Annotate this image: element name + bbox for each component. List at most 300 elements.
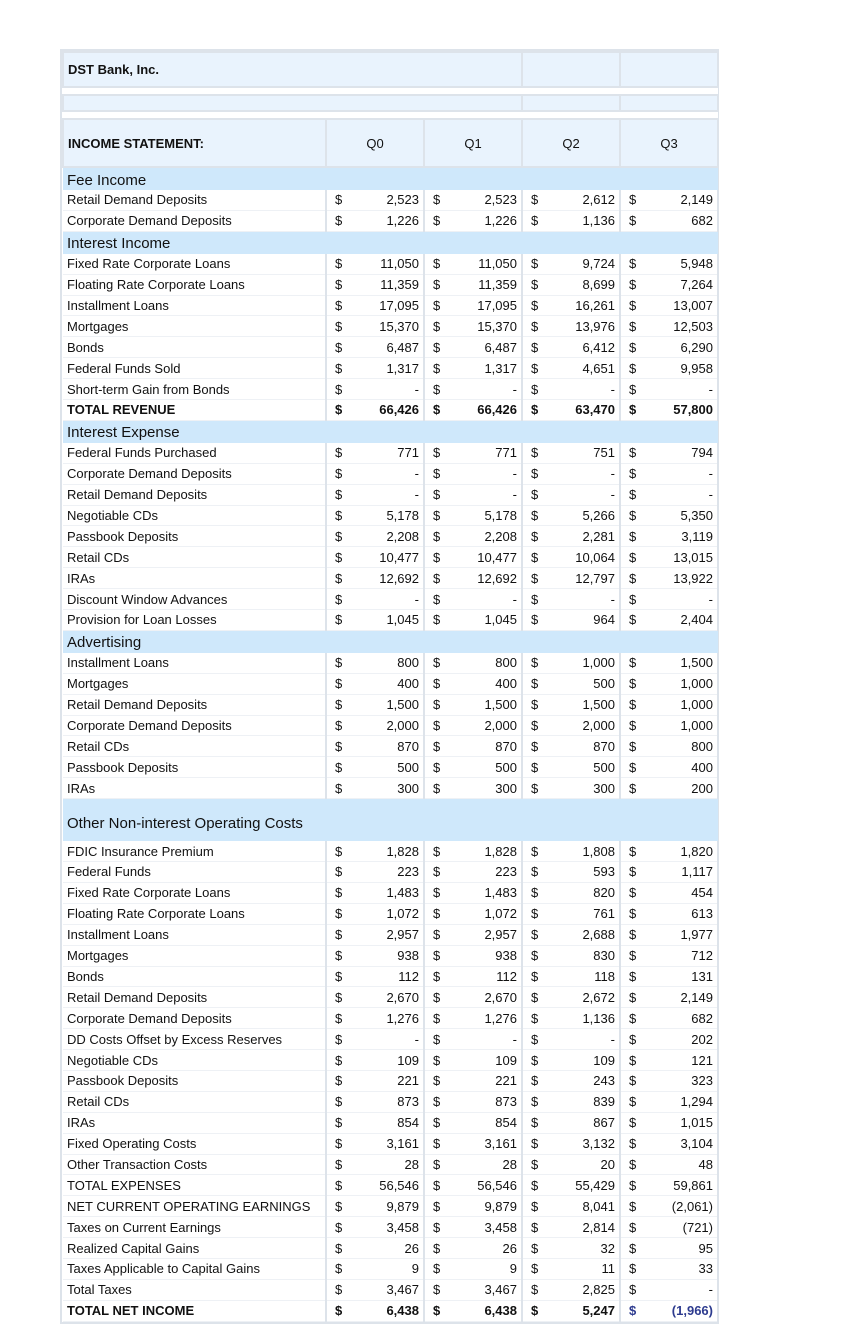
currency-symbol[interactable]: $ <box>326 987 343 1008</box>
currency-symbol[interactable]: $ <box>326 694 343 715</box>
row-label[interactable]: Total Taxes <box>63 1279 326 1300</box>
currency-symbol[interactable]: $ <box>522 882 539 903</box>
currency-symbol[interactable]: $ <box>620 610 637 631</box>
value-cell-q3[interactable]: 200 <box>637 778 718 799</box>
currency-symbol[interactable]: $ <box>424 778 441 799</box>
currency-symbol[interactable]: $ <box>620 1238 637 1259</box>
currency-symbol[interactable]: $ <box>326 337 343 358</box>
currency-symbol[interactable]: $ <box>326 610 343 631</box>
value-cell-q0[interactable]: 400 <box>343 673 424 694</box>
value-cell-q3[interactable]: 1,117 <box>637 862 718 883</box>
currency-symbol[interactable]: $ <box>522 568 539 589</box>
value-cell-q2[interactable]: 1,136 <box>539 210 620 231</box>
currency-symbol[interactable]: $ <box>424 505 441 526</box>
row-label[interactable]: Other Transaction Costs <box>63 1154 326 1175</box>
currency-symbol[interactable]: $ <box>424 443 441 463</box>
currency-symbol[interactable]: $ <box>522 526 539 547</box>
currency-symbol[interactable]: $ <box>522 1029 539 1050</box>
currency-symbol[interactable]: $ <box>522 1196 539 1217</box>
value-cell-q0[interactable]: 112 <box>343 966 424 987</box>
currency-symbol[interactable]: $ <box>522 945 539 966</box>
row-label[interactable]: Floating Rate Corporate Loans <box>63 274 326 295</box>
currency-symbol[interactable]: $ <box>424 882 441 903</box>
value-cell-q0[interactable]: 870 <box>343 736 424 757</box>
value-cell-q1[interactable]: 800 <box>441 653 522 673</box>
currency-symbol[interactable]: $ <box>522 778 539 799</box>
row-label[interactable]: Retail CDs <box>63 736 326 757</box>
value-cell-q3[interactable]: 5,948 <box>637 254 718 274</box>
value-cell-q0[interactable]: - <box>343 484 424 505</box>
value-cell-q3[interactable]: 13,007 <box>637 295 718 316</box>
currency-symbol[interactable]: $ <box>620 694 637 715</box>
currency-symbol[interactable]: $ <box>326 1196 343 1217</box>
currency-symbol[interactable]: $ <box>424 673 441 694</box>
value-cell-q3[interactable]: 682 <box>637 1008 718 1029</box>
currency-symbol[interactable]: $ <box>620 715 637 736</box>
currency-symbol[interactable]: $ <box>424 945 441 966</box>
currency-symbol[interactable]: $ <box>522 358 539 379</box>
currency-symbol[interactable]: $ <box>326 736 343 757</box>
currency-symbol[interactable]: $ <box>424 589 441 610</box>
currency-symbol[interactable]: $ <box>620 568 637 589</box>
currency-symbol[interactable]: $ <box>620 1133 637 1154</box>
currency-symbol[interactable]: $ <box>522 903 539 924</box>
value-cell-q3[interactable]: 800 <box>637 736 718 757</box>
value-cell-q1[interactable]: 9 <box>441 1258 522 1279</box>
value-cell-q1[interactable]: 870 <box>441 736 522 757</box>
currency-symbol[interactable]: $ <box>326 547 343 568</box>
value-cell-q1[interactable]: 854 <box>441 1112 522 1133</box>
row-label[interactable]: Installment Loans <box>63 653 326 673</box>
value-cell-q0[interactable]: 28 <box>343 1154 424 1175</box>
currency-symbol[interactable]: $ <box>424 610 441 631</box>
currency-symbol[interactable]: $ <box>522 862 539 883</box>
row-label[interactable]: Bonds <box>63 337 326 358</box>
value-cell-q1[interactable]: 1,045 <box>441 610 522 631</box>
currency-symbol[interactable]: $ <box>620 966 637 987</box>
value-cell-q2[interactable]: 3,132 <box>539 1133 620 1154</box>
currency-symbol[interactable]: $ <box>522 841 539 861</box>
value-cell-q1[interactable]: 56,546 <box>441 1175 522 1196</box>
section-filler-cell[interactable] <box>424 420 522 443</box>
value-cell-q3[interactable]: 121 <box>637 1050 718 1071</box>
value-cell-q3[interactable]: 95 <box>637 1238 718 1259</box>
value-cell-q2[interactable]: 1,000 <box>539 653 620 673</box>
value-cell-q1[interactable]: 873 <box>441 1091 522 1112</box>
value-cell-q1[interactable]: - <box>441 1029 522 1050</box>
value-cell-q2[interactable]: 964 <box>539 610 620 631</box>
currency-symbol[interactable]: $ <box>424 966 441 987</box>
value-cell-q0[interactable]: 3,161 <box>343 1133 424 1154</box>
row-label[interactable]: Corporate Demand Deposits <box>63 1008 326 1029</box>
currency-symbol[interactable]: $ <box>424 210 441 231</box>
section-filler-cell[interactable] <box>424 167 522 190</box>
value-cell-q0[interactable]: 300 <box>343 778 424 799</box>
value-cell-q1[interactable]: 3,161 <box>441 1133 522 1154</box>
value-cell-q0[interactable]: - <box>343 379 424 400</box>
currency-symbol[interactable]: $ <box>620 903 637 924</box>
value-cell-q0[interactable]: 1,072 <box>343 903 424 924</box>
currency-symbol[interactable]: $ <box>424 526 441 547</box>
value-cell-q3[interactable]: 400 <box>637 757 718 778</box>
value-cell-q0[interactable]: 1,500 <box>343 694 424 715</box>
currency-symbol[interactable]: $ <box>326 757 343 778</box>
currency-symbol[interactable]: $ <box>522 190 539 210</box>
value-cell-q2[interactable]: 109 <box>539 1050 620 1071</box>
currency-symbol[interactable]: $ <box>326 589 343 610</box>
value-cell-q1[interactable]: 3,458 <box>441 1217 522 1238</box>
currency-symbol[interactable]: $ <box>424 924 441 945</box>
value-cell-q0[interactable]: 15,370 <box>343 316 424 337</box>
value-cell-q0[interactable]: - <box>343 589 424 610</box>
row-label[interactable]: Taxes on Current Earnings <box>63 1217 326 1238</box>
value-cell-q2[interactable]: 32 <box>539 1238 620 1259</box>
value-cell-q3[interactable]: 682 <box>637 210 718 231</box>
quarter-header-q1[interactable]: Q1 <box>424 119 522 167</box>
currency-symbol[interactable]: $ <box>620 1196 637 1217</box>
value-cell-q0[interactable]: 771 <box>343 443 424 463</box>
value-cell-q3[interactable]: (721) <box>637 1217 718 1238</box>
currency-symbol[interactable]: $ <box>620 1050 637 1071</box>
row-label[interactable]: Retail Demand Deposits <box>63 190 326 210</box>
value-cell-q0[interactable]: 11,050 <box>343 254 424 274</box>
row-label[interactable]: Corporate Demand Deposits <box>63 715 326 736</box>
currency-symbol[interactable]: $ <box>522 379 539 400</box>
row-label[interactable]: Fixed Rate Corporate Loans <box>63 254 326 274</box>
value-cell-q3[interactable]: (1,966) <box>637 1300 718 1321</box>
value-cell-q2[interactable]: 2,281 <box>539 526 620 547</box>
value-cell-q1[interactable]: 5,178 <box>441 505 522 526</box>
value-cell-q0[interactable]: 1,828 <box>343 841 424 861</box>
currency-symbol[interactable]: $ <box>620 526 637 547</box>
value-cell-q2[interactable]: 9,724 <box>539 254 620 274</box>
value-cell-q3[interactable]: 6,290 <box>637 337 718 358</box>
currency-symbol[interactable]: $ <box>620 589 637 610</box>
value-cell-q3[interactable]: 57,800 <box>637 400 718 421</box>
currency-symbol[interactable]: $ <box>522 547 539 568</box>
currency-symbol[interactable]: $ <box>424 1029 441 1050</box>
value-cell-q2[interactable]: 1,136 <box>539 1008 620 1029</box>
value-cell-q1[interactable]: 771 <box>441 443 522 463</box>
currency-symbol[interactable]: $ <box>424 862 441 883</box>
value-cell-q0[interactable]: 800 <box>343 653 424 673</box>
currency-symbol[interactable]: $ <box>620 882 637 903</box>
value-cell-q2[interactable]: 2,612 <box>539 190 620 210</box>
value-cell-q3[interactable]: 33 <box>637 1258 718 1279</box>
value-cell-q3[interactable]: 13,922 <box>637 568 718 589</box>
row-label[interactable]: Installment Loans <box>63 295 326 316</box>
value-cell-q3[interactable]: 7,264 <box>637 274 718 295</box>
value-cell-q0[interactable]: 2,208 <box>343 526 424 547</box>
row-label[interactable]: Corporate Demand Deposits <box>63 210 326 231</box>
row-label[interactable]: Negotiable CDs <box>63 505 326 526</box>
value-cell-q0[interactable]: 2,523 <box>343 190 424 210</box>
section-title[interactable]: Advertising <box>63 630 326 653</box>
value-cell-q3[interactable]: 1,000 <box>637 673 718 694</box>
currency-symbol[interactable]: $ <box>326 1238 343 1259</box>
value-cell-q0[interactable]: 938 <box>343 945 424 966</box>
value-cell-q2[interactable]: 8,699 <box>539 274 620 295</box>
blank-row-cell[interactable] <box>620 95 718 111</box>
row-label[interactable]: Retail Demand Deposits <box>63 987 326 1008</box>
value-cell-q0[interactable]: 109 <box>343 1050 424 1071</box>
currency-symbol[interactable]: $ <box>522 400 539 421</box>
value-cell-q1[interactable]: 28 <box>441 1154 522 1175</box>
section-filler-cell[interactable] <box>620 231 718 254</box>
value-cell-q2[interactable]: 2,688 <box>539 924 620 945</box>
value-cell-q3[interactable]: 323 <box>637 1070 718 1091</box>
value-cell-q2[interactable]: 1,808 <box>539 841 620 861</box>
row-label[interactable]: Mortgages <box>63 673 326 694</box>
value-cell-q1[interactable]: 221 <box>441 1070 522 1091</box>
currency-symbol[interactable]: $ <box>620 274 637 295</box>
value-cell-q2[interactable]: 16,261 <box>539 295 620 316</box>
row-label[interactable]: Mortgages <box>63 945 326 966</box>
value-cell-q2[interactable]: 751 <box>539 443 620 463</box>
currency-symbol[interactable]: $ <box>522 924 539 945</box>
value-cell-q3[interactable]: 1,000 <box>637 694 718 715</box>
section-filler-cell[interactable] <box>620 630 718 653</box>
value-cell-q3[interactable]: 3,104 <box>637 1133 718 1154</box>
currency-symbol[interactable]: $ <box>326 653 343 673</box>
currency-symbol[interactable]: $ <box>620 1029 637 1050</box>
value-cell-q1[interactable]: 66,426 <box>441 400 522 421</box>
currency-symbol[interactable]: $ <box>522 1279 539 1300</box>
value-cell-q1[interactable]: 12,692 <box>441 568 522 589</box>
currency-symbol[interactable]: $ <box>424 1091 441 1112</box>
currency-symbol[interactable]: $ <box>424 1300 441 1321</box>
value-cell-q2[interactable]: 5,247 <box>539 1300 620 1321</box>
currency-symbol[interactable]: $ <box>522 1091 539 1112</box>
currency-symbol[interactable]: $ <box>326 316 343 337</box>
currency-symbol[interactable]: $ <box>424 1196 441 1217</box>
currency-symbol[interactable]: $ <box>620 778 637 799</box>
row-label[interactable]: Taxes Applicable to Capital Gains <box>63 1258 326 1279</box>
currency-symbol[interactable]: $ <box>620 841 637 861</box>
value-cell-q0[interactable]: 11,359 <box>343 274 424 295</box>
currency-symbol[interactable]: $ <box>424 715 441 736</box>
value-cell-q1[interactable]: 112 <box>441 966 522 987</box>
currency-symbol[interactable]: $ <box>326 945 343 966</box>
currency-symbol[interactable]: $ <box>620 1154 637 1175</box>
currency-symbol[interactable]: $ <box>424 1217 441 1238</box>
currency-symbol[interactable]: $ <box>620 443 637 463</box>
currency-symbol[interactable]: $ <box>620 190 637 210</box>
currency-symbol[interactable]: $ <box>620 547 637 568</box>
currency-symbol[interactable]: $ <box>620 505 637 526</box>
currency-symbol[interactable]: $ <box>424 694 441 715</box>
row-label[interactable]: Installment Loans <box>63 924 326 945</box>
value-cell-q3[interactable]: - <box>637 484 718 505</box>
blank-row-cell[interactable] <box>522 95 620 111</box>
currency-symbol[interactable]: $ <box>620 358 637 379</box>
currency-symbol[interactable]: $ <box>424 1238 441 1259</box>
value-cell-q3[interactable]: 2,149 <box>637 190 718 210</box>
currency-symbol[interactable]: $ <box>620 987 637 1008</box>
currency-symbol[interactable]: $ <box>424 568 441 589</box>
currency-symbol[interactable]: $ <box>620 1091 637 1112</box>
currency-symbol[interactable]: $ <box>424 987 441 1008</box>
value-cell-q0[interactable]: 26 <box>343 1238 424 1259</box>
value-cell-q0[interactable]: 500 <box>343 757 424 778</box>
value-cell-q2[interactable]: 870 <box>539 736 620 757</box>
value-cell-q3[interactable]: 712 <box>637 945 718 966</box>
currency-symbol[interactable]: $ <box>522 484 539 505</box>
value-cell-q0[interactable]: 873 <box>343 1091 424 1112</box>
currency-symbol[interactable]: $ <box>326 190 343 210</box>
value-cell-q1[interactable]: 3,467 <box>441 1279 522 1300</box>
currency-symbol[interactable]: $ <box>326 1050 343 1071</box>
value-cell-q0[interactable]: 221 <box>343 1070 424 1091</box>
value-cell-q1[interactable]: 500 <box>441 757 522 778</box>
currency-symbol[interactable]: $ <box>424 316 441 337</box>
currency-symbol[interactable]: $ <box>424 337 441 358</box>
value-cell-q0[interactable]: 6,487 <box>343 337 424 358</box>
section-title[interactable]: Other Non-interest Operating Costs <box>63 799 326 842</box>
value-cell-q0[interactable]: 3,467 <box>343 1279 424 1300</box>
value-cell-q1[interactable]: - <box>441 484 522 505</box>
section-filler-cell[interactable] <box>326 167 424 190</box>
row-label[interactable]: TOTAL REVENUE <box>63 400 326 421</box>
currency-symbol[interactable]: $ <box>326 1217 343 1238</box>
row-label[interactable]: TOTAL EXPENSES <box>63 1175 326 1196</box>
currency-symbol[interactable]: $ <box>620 1175 637 1196</box>
currency-symbol[interactable]: $ <box>424 463 441 484</box>
currency-symbol[interactable]: $ <box>326 1133 343 1154</box>
value-cell-q1[interactable]: 10,477 <box>441 547 522 568</box>
value-cell-q1[interactable]: 109 <box>441 1050 522 1071</box>
currency-symbol[interactable]: $ <box>522 966 539 987</box>
row-label[interactable]: Federal Funds Sold <box>63 358 326 379</box>
value-cell-q3[interactable]: 48 <box>637 1154 718 1175</box>
value-cell-q2[interactable]: 830 <box>539 945 620 966</box>
currency-symbol[interactable]: $ <box>620 254 637 274</box>
value-cell-q3[interactable]: 2,149 <box>637 987 718 1008</box>
section-filler-cell[interactable] <box>424 799 522 842</box>
currency-symbol[interactable]: $ <box>326 379 343 400</box>
value-cell-q2[interactable]: 243 <box>539 1070 620 1091</box>
value-cell-q3[interactable]: 9,958 <box>637 358 718 379</box>
currency-symbol[interactable]: $ <box>522 757 539 778</box>
value-cell-q0[interactable]: 1,226 <box>343 210 424 231</box>
currency-symbol[interactable]: $ <box>326 505 343 526</box>
value-cell-q3[interactable]: - <box>637 589 718 610</box>
value-cell-q1[interactable]: 2,670 <box>441 987 522 1008</box>
title-cell-q2[interactable] <box>522 52 620 87</box>
currency-symbol[interactable]: $ <box>424 653 441 673</box>
value-cell-q3[interactable]: 1,294 <box>637 1091 718 1112</box>
currency-symbol[interactable]: $ <box>326 274 343 295</box>
currency-symbol[interactable]: $ <box>522 1175 539 1196</box>
row-label[interactable]: Passbook Deposits <box>63 1070 326 1091</box>
value-cell-q2[interactable]: 1,500 <box>539 694 620 715</box>
value-cell-q1[interactable]: 1,483 <box>441 882 522 903</box>
currency-symbol[interactable]: $ <box>326 778 343 799</box>
currency-symbol[interactable]: $ <box>326 1008 343 1029</box>
row-label[interactable]: IRAs <box>63 778 326 799</box>
currency-symbol[interactable]: $ <box>620 484 637 505</box>
currency-symbol[interactable]: $ <box>620 295 637 316</box>
value-cell-q2[interactable]: 2,814 <box>539 1217 620 1238</box>
title-cell-q3[interactable] <box>620 52 718 87</box>
value-cell-q0[interactable]: 2,957 <box>343 924 424 945</box>
currency-symbol[interactable]: $ <box>620 1070 637 1091</box>
currency-symbol[interactable]: $ <box>326 1070 343 1091</box>
value-cell-q3[interactable]: - <box>637 463 718 484</box>
row-label[interactable]: Passbook Deposits <box>63 526 326 547</box>
currency-symbol[interactable]: $ <box>522 1238 539 1259</box>
value-cell-q1[interactable]: 11,050 <box>441 254 522 274</box>
currency-symbol[interactable]: $ <box>522 610 539 631</box>
currency-symbol[interactable]: $ <box>424 1008 441 1029</box>
currency-symbol[interactable]: $ <box>326 526 343 547</box>
currency-symbol[interactable]: $ <box>620 924 637 945</box>
row-label[interactable]: NET CURRENT OPERATING EARNINGS <box>63 1196 326 1217</box>
value-cell-q0[interactable]: 1,483 <box>343 882 424 903</box>
company-name[interactable]: DST Bank, Inc. <box>63 52 522 87</box>
row-label[interactable]: IRAs <box>63 568 326 589</box>
currency-symbol[interactable]: $ <box>522 443 539 463</box>
currency-symbol[interactable]: $ <box>522 337 539 358</box>
section-filler-cell[interactable] <box>522 630 620 653</box>
row-label[interactable]: Retail Demand Deposits <box>63 694 326 715</box>
value-cell-q0[interactable]: 12,692 <box>343 568 424 589</box>
value-cell-q0[interactable]: 1,276 <box>343 1008 424 1029</box>
value-cell-q0[interactable]: 2,000 <box>343 715 424 736</box>
currency-symbol[interactable]: $ <box>424 254 441 274</box>
value-cell-q0[interactable]: 3,458 <box>343 1217 424 1238</box>
value-cell-q2[interactable]: 10,064 <box>539 547 620 568</box>
value-cell-q3[interactable]: 5,350 <box>637 505 718 526</box>
section-filler-cell[interactable] <box>522 167 620 190</box>
value-cell-q1[interactable]: - <box>441 589 522 610</box>
value-cell-q2[interactable]: 500 <box>539 673 620 694</box>
value-cell-q2[interactable]: 5,266 <box>539 505 620 526</box>
currency-symbol[interactable]: $ <box>424 379 441 400</box>
row-label[interactable]: Mortgages <box>63 316 326 337</box>
currency-symbol[interactable]: $ <box>522 1008 539 1029</box>
currency-symbol[interactable]: $ <box>620 463 637 484</box>
row-label[interactable]: Realized Capital Gains <box>63 1238 326 1259</box>
currency-symbol[interactable]: $ <box>326 1258 343 1279</box>
row-label[interactable]: Negotiable CDs <box>63 1050 326 1071</box>
row-label[interactable]: Fixed Rate Corporate Loans <box>63 882 326 903</box>
value-cell-q1[interactable]: 15,370 <box>441 316 522 337</box>
row-label[interactable]: Discount Window Advances <box>63 589 326 610</box>
currency-symbol[interactable]: $ <box>424 757 441 778</box>
currency-symbol[interactable]: $ <box>620 862 637 883</box>
currency-symbol[interactable]: $ <box>620 1217 637 1238</box>
currency-symbol[interactable]: $ <box>326 966 343 987</box>
currency-symbol[interactable]: $ <box>326 862 343 883</box>
row-label[interactable]: Provision for Loan Losses <box>63 610 326 631</box>
value-cell-q0[interactable]: 1,045 <box>343 610 424 631</box>
value-cell-q3[interactable]: 1,500 <box>637 653 718 673</box>
value-cell-q0[interactable]: 1,317 <box>343 358 424 379</box>
value-cell-q1[interactable]: 223 <box>441 862 522 883</box>
currency-symbol[interactable]: $ <box>522 1258 539 1279</box>
currency-symbol[interactable]: $ <box>326 903 343 924</box>
section-filler-cell[interactable] <box>424 630 522 653</box>
quarter-header-q0[interactable]: Q0 <box>326 119 424 167</box>
value-cell-q1[interactable]: 6,438 <box>441 1300 522 1321</box>
value-cell-q0[interactable]: 2,670 <box>343 987 424 1008</box>
currency-symbol[interactable]: $ <box>522 316 539 337</box>
value-cell-q0[interactable]: 9 <box>343 1258 424 1279</box>
currency-symbol[interactable]: $ <box>620 400 637 421</box>
row-label[interactable]: TOTAL NET INCOME <box>63 1300 326 1321</box>
value-cell-q3[interactable]: 454 <box>637 882 718 903</box>
